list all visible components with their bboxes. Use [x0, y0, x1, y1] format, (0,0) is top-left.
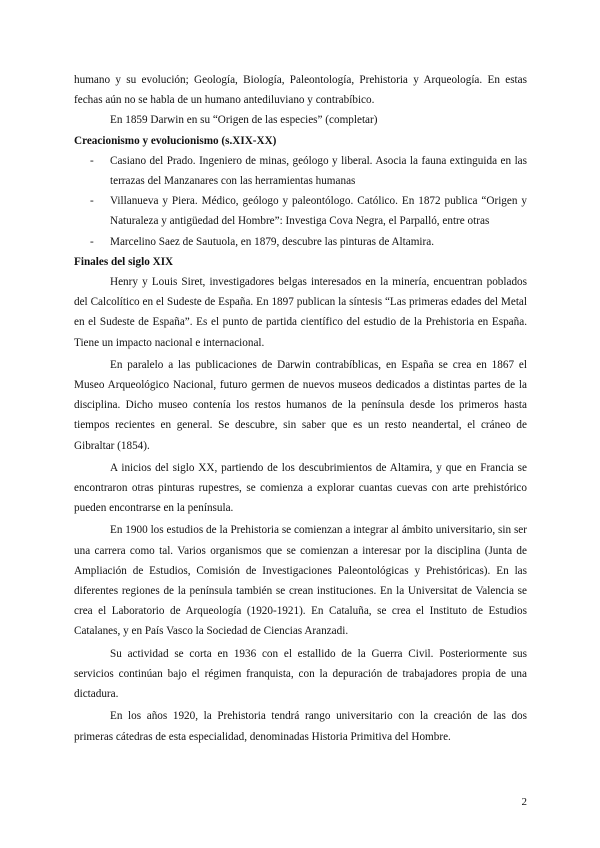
paragraph-museo: En paralelo a las publicaciones de Darwin contrabíblicas, en España se crea en 1867 el Museo Arqueológico Nacional, futuro germen de nuevos museos dedicados a distintas partes de la disciplina. Dicho museo contenía los restos humanos de la península desde los primeros hasta tiempos recientes en general. Se descubre, sin saber que es un resto neandertal, el cráneo de Gibraltar (1854). — [74, 358, 527, 452]
list-item: - Villanueva y Piera. Médico, geólogo y paleontólogo. Católico. En 1872 publica “Origen y Naturaleza y antigüedad del Hombre”: Investiga Cova Negra, el Parpalló, entre otras — [74, 191, 527, 231]
paragraph-darwin: En 1859 Darwin en su “Origen de las especies” (completar) — [110, 114, 378, 127]
heading-creacionismo: Creacionismo y evolucionismo (s.XIX-XX) — [74, 134, 277, 147]
paragraph-1900: En 1900 los estudios de la Prehistoria se comienzan a integrar al ámbito universitario, sin ser una carrera como tal. Varios organismos que se comienzan a interesar por la disciplina (Junta de Ampliación de Estudios, Comisión de Investigaciones Paleontológicas y Prehistóricas). En las diferentes regiones de la península también se crean instituciones. En la Universitat de Valencia se crea el Laboratorio de Arqueología (1920-1921). En Cataluña, se crea el Instituto de Estudios Catalanes, y en País Vasco la Sociedad de Ciencias Aranzadi. — [74, 524, 527, 638]
page-number: 2 — [521, 796, 527, 808]
bullet-list — [74, 151, 527, 252]
paragraph-altamira: A inicios del siglo XX, partiendo de los descubrimientos de Altamira, y que en Francia se encontraron otras pinturas rupestres, se comienza a explorar cuantas cuevas con arte prehistórico pueden encontrarse en la península. — [74, 461, 527, 515]
heading-finales-siglo-xix: Finales del siglo XIX — [74, 255, 174, 268]
list-item: - Casiano del Prado. Ingeniero de minas, geólogo y liberal. Asocia la fauna extinguida en las terrazas del Manzanares con las herramientas humanas — [74, 151, 527, 191]
list-item: - Marcelino Saez de Sautuola, en 1879, descubre las pinturas de Altamira. — [74, 232, 527, 252]
paragraph-1920: En los años 1920, la Prehistoria tendrá rango universitario con la creación de las dos primeras cátedras de esta especialidad, denominadas Historia Primitiva del Hombre. — [74, 710, 527, 743]
paragraph-siret: Henry y Louis Siret, investigadores belgas interesados en la minería, encuentran poblados del Calcolítico en el Sudeste de España. En 1897 publican la síntesis “Las primeras edades del Metal en el Sudeste de España”. Es el punto de partida científico del estudio de la Prehistoria en España. Tiene un impacto nacional e internacional. — [74, 276, 527, 349]
paragraph-intro-continued: humano y su evolución; Geología, Biología, Paleontología, Prehistoria y Arqueología. En estas fechas aún no se habla de un humano antediluviano y contrabíbico. — [74, 74, 527, 107]
paragraph-guerra-civil: Su actividad se corta en 1936 con el estallido de la Guerra Civil. Posteriormente sus servicios continúan bajo el régimen franquista, con la depuración de trabajadores propia de una dictadura. — [74, 647, 527, 701]
